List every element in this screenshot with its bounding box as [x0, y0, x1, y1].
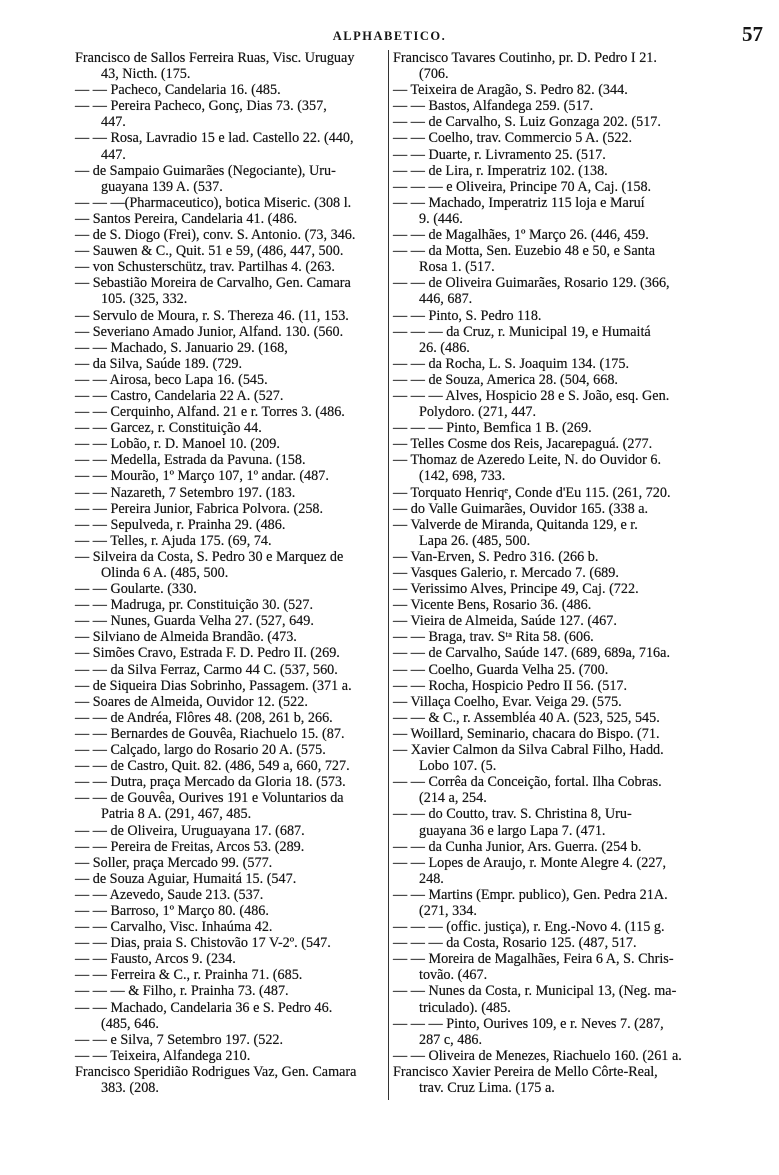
- directory-entry: [75, 678, 385, 694]
- directory-entry: [393, 1016, 748, 1048]
- directory-entry: [393, 50, 748, 82]
- directory-entry: [75, 549, 385, 581]
- entry-line: — — — (offic. justiça), r. Eng.-Novo 4. (115 g.: [393, 919, 665, 936]
- directory-entry: [75, 211, 385, 227]
- directory-entry: [75, 98, 385, 130]
- directory-entry: [75, 629, 385, 645]
- entry-line: — — Rosa, Lavradio 15 e lad. Castello 22. (440,: [75, 130, 354, 147]
- entry-continuation-line: guayana 139 A. (537.: [101, 178, 223, 195]
- directory-entry: [75, 243, 385, 259]
- directory-entry: [393, 613, 748, 629]
- entry-continuation-line: Rosa 1. (517.: [419, 259, 495, 276]
- directory-entry: [393, 227, 748, 243]
- entry-line: — — Corrêa da Conceição, fortal. Ilha Cobras.: [393, 774, 662, 791]
- entry-line: — — Oliveira de Menezes, Riachuelo 160. (261 a.: [393, 1047, 682, 1064]
- directory-entry: [75, 195, 385, 211]
- directory-entry: [393, 275, 748, 307]
- directory-entry: [393, 388, 748, 420]
- entry-line: — — e Silva, 7 Setembro 197. (522.: [75, 1031, 284, 1048]
- directory-entry: [393, 1048, 748, 1064]
- entry-line: Francisco de Sallos Ferreira Ruas, Visc. Uruguay: [75, 50, 355, 66]
- entry-line: — — Garcez, r. Constituição 44.: [75, 420, 262, 437]
- entry-line: — Servulo de Moura, r. S. Thereza 46. (11, 153.: [75, 307, 349, 324]
- entry-continuation-line: trav. Cruz Lima. (175 a.: [419, 1080, 555, 1096]
- entry-line: — — Braga, trav. Sᵗᵃ Rita 58. (606.: [393, 629, 594, 646]
- directory-entry: [75, 452, 385, 468]
- directory-entry: [75, 1048, 385, 1064]
- entry-line: — de Sampaio Guimarães (Negociante), Uru-: [75, 162, 336, 179]
- directory-entry: [75, 839, 385, 855]
- directory-entry: [75, 227, 385, 243]
- directory-entry: [75, 82, 385, 98]
- entry-line: — — Rocha, Hospicio Pedro II 56. (517.: [393, 677, 628, 694]
- entry-line: — — Mourão, 1º Março 107, 1º andar. (487.: [75, 468, 329, 485]
- directory-entry: [75, 758, 385, 774]
- entry-line: — — Nazareth, 7 Setembro 197. (183.: [75, 484, 296, 501]
- directory-entry: [393, 324, 748, 356]
- entry-line: — — Duarte, r. Livramento 25. (517.: [393, 146, 606, 163]
- entry-line: — — Dias, praia S. Chistovão 17 V-2º. (547.: [75, 935, 331, 952]
- entry-continuation-line: 9. (446.: [419, 210, 463, 227]
- directory-entry: [393, 98, 748, 114]
- entry-line: — — da Cunha Junior, Ars. Guerra. (254 b.: [393, 838, 642, 855]
- directory-entry: [75, 130, 385, 162]
- entry-continuation-line: triculado). (485.: [419, 999, 511, 1016]
- directory-entry: [393, 501, 748, 517]
- entry-line: — da Silva, Saúde 189. (729.: [75, 355, 243, 372]
- entry-line: — — — Alves, Hospicio 28 e S. João, esq. Gen.: [393, 387, 670, 404]
- entry-line: — Vieira de Almeida, Saúde 127. (467.: [393, 613, 617, 630]
- entry-line: — — Nunes, Guarda Velha 27. (527, 649.: [75, 613, 314, 630]
- directory-entry: [393, 1064, 748, 1096]
- entry-line: — — — e Oliveira, Principe 70 A, Caj. (158.: [393, 178, 652, 195]
- entry-line: — Woillard, Seminario, chacara do Bispo. (71.: [393, 725, 660, 742]
- entry-line: — — Bastos, Alfandega 259. (517.: [393, 98, 594, 115]
- entry-continuation-line: 248.: [419, 870, 444, 887]
- entry-line: Francisco Tavares Coutinho, pr. D. Pedro I 21.: [393, 50, 657, 66]
- column-divider: [388, 50, 389, 1100]
- directory-entry: [75, 356, 385, 372]
- directory-entry: [75, 887, 385, 903]
- directory-entry: [75, 163, 385, 195]
- directory-entry: [393, 887, 748, 919]
- directory-entry: [75, 485, 385, 501]
- directory-entry: [75, 468, 385, 484]
- entry-continuation-line: Polydoro. (271, 447.: [419, 404, 537, 421]
- page-number: 57: [742, 22, 763, 46]
- directory-entry: [393, 420, 748, 436]
- entry-line: — Villaça Coelho, Evar. Veiga 29. (575.: [393, 693, 622, 710]
- directory-entry: [393, 163, 748, 179]
- entry-line: — — da Motta, Sen. Euzebio 48 e 50, e Santa: [393, 243, 656, 260]
- entry-continuation-line: (142, 698, 733.: [419, 468, 506, 485]
- directory-entry: [75, 613, 385, 629]
- directory-entry: [393, 308, 748, 324]
- directory-entry: [393, 372, 748, 388]
- entry-line: — do Valle Guimarães, Ouvidor 165. (338 a.: [393, 500, 649, 517]
- entry-line: — — —(Pharmaceutico), botica Miseric. (308 l.: [75, 194, 352, 211]
- directory-entry: [75, 388, 385, 404]
- directory-entry: [393, 678, 748, 694]
- entry-line: — Thomaz de Azeredo Leite, N. do Ouvidor 6.: [393, 452, 662, 469]
- running-head: ALPHABETICO.: [332, 29, 447, 43]
- entry-line: — — Dutra, praça Mercado da Gloria 18. (573.: [75, 774, 346, 791]
- entry-continuation-line: Olinda 6 A. (485, 500.: [101, 565, 229, 581]
- directory-entry: [393, 742, 748, 774]
- entry-line: — — Pinto, S. Pedro 118.: [393, 307, 542, 324]
- directory-entry: [75, 710, 385, 726]
- entry-line: — Severiano Amado Junior, Alfand. 130. (560.: [75, 323, 344, 340]
- entry-line: — de S. Diogo (Frei), conv. S. Antonio. (73, 346.: [75, 227, 356, 244]
- directory-entry: [393, 82, 748, 98]
- entry-line: — — da Rocha, L. S. Joaquim 134. (175.: [393, 355, 630, 372]
- entry-line: — — Coelho, trav. Commercio 5 A. (522.: [393, 130, 633, 147]
- entry-line: — — Fausto, Arcos 9. (234.: [75, 951, 236, 968]
- entry-line: — — & C., r. Assembléa 40 A. (523, 525, 545.: [393, 709, 660, 726]
- directory-entry: [75, 324, 385, 340]
- entry-line: — — Goularte. (330.: [75, 581, 197, 598]
- entry-line: — Telles Cosme dos Reis, Jacarepaguá. (277.: [393, 436, 653, 453]
- entry-continuation-line: 43, Nicth. (175.: [101, 66, 191, 83]
- entry-continuation-line: 105. (325, 332.: [101, 291, 188, 308]
- entry-continuation-line: Patria 8 A. (291, 467, 485.: [101, 806, 252, 823]
- right-column: [393, 50, 748, 1096]
- directory-entry: [75, 935, 385, 951]
- entry-line: — Verissimo Alves, Principe 49, Caj. (722.: [393, 581, 639, 598]
- directory-entry: [393, 565, 748, 581]
- entry-line: — — de Oliveira Guimarães, Rosario 129. (366,: [393, 275, 670, 292]
- entry-continuation-line: Lapa 26. (485, 500.: [419, 532, 531, 549]
- entry-line: — — de Oliveira, Uruguayana 17. (687.: [75, 822, 305, 839]
- entry-line: — — Telles, r. Ajuda 175. (69, 74.: [75, 532, 272, 549]
- directory-entry: [75, 340, 385, 356]
- entry-line: — Simões Cravo, Estrada F. D. Pedro II. (269.: [75, 645, 340, 662]
- entry-line: — — — da Cruz, r. Municipal 19, e Humaitá: [393, 323, 651, 340]
- directory-entry: [75, 436, 385, 452]
- directory-entry: [393, 855, 748, 887]
- directory-entry: [393, 147, 748, 163]
- directory-entry: [75, 645, 385, 661]
- directory-entry: [393, 645, 748, 661]
- entry-line: — — Pacheco, Candelaria 16. (485.: [75, 82, 281, 99]
- entry-line: — — de Castro, Quit. 82. (486, 549 a, 660, 727.: [75, 758, 350, 775]
- left-column: [75, 50, 385, 1096]
- directory-entry: [75, 919, 385, 935]
- entry-line: — — Lopes de Araujo, r. Monte Alegre 4. (227,: [393, 854, 667, 871]
- entry-continuation-line: (706.: [419, 66, 449, 83]
- entry-line: — — Airosa, beco Lapa 16. (545.: [75, 371, 268, 388]
- entry-line: — — Coelho, Guarda Velha 25. (700.: [393, 661, 609, 678]
- entry-continuation-line: 287 c, 486.: [419, 1031, 483, 1048]
- entry-line: — — Machado, Candelaria 36 e S. Pedro 46.: [75, 999, 333, 1016]
- entry-line: — Sebastião Moreira de Carvalho, Gen. Camara: [75, 275, 351, 292]
- entry-line: — — Machado, Imperatriz 115 loja e Maruí: [393, 194, 645, 211]
- entry-line: — — Barroso, 1º Março 80. (486.: [75, 902, 269, 919]
- entry-continuation-line: (271, 334.: [419, 902, 477, 919]
- directory-entry: [75, 517, 385, 533]
- directory-entry: [75, 983, 385, 999]
- entry-line: — — Teixeira, Alfandega 210.: [75, 1047, 251, 1064]
- entry-continuation-line: 447.: [101, 146, 126, 163]
- entry-continuation-line: 446, 687.: [419, 291, 473, 308]
- directory-entry: [393, 951, 748, 983]
- directory-entry: [75, 533, 385, 549]
- entry-line: — — Azevedo, Saude 213. (537.: [75, 886, 264, 903]
- directory-entry: [393, 694, 748, 710]
- directory-entry: [393, 935, 748, 951]
- directory-entry: [393, 629, 748, 645]
- entry-line: — — Pereira de Freitas, Arcos 53. (289.: [75, 838, 305, 855]
- entry-line: — — Ferreira & C., r. Prainha 71. (685.: [75, 967, 303, 984]
- directory-entry: [393, 919, 748, 935]
- entry-line: — — Bernardes de Gouvêa, Riachuelo 15. (87.: [75, 725, 345, 742]
- directory-entry: [393, 130, 748, 146]
- entry-continuation-line: Lobo 107. (5.: [419, 758, 497, 775]
- entry-line: — de Siqueira Dias Sobrinho, Passagem. (371 a.: [75, 677, 352, 694]
- entry-line: — Silviano de Almeida Brandão. (473.: [75, 629, 297, 646]
- directory-entry: [393, 114, 748, 130]
- entry-line: — — Carvalho, Visc. Inhaúma 42.: [75, 919, 273, 936]
- entry-line: — Teixeira de Aragão, S. Pedro 82. (344.: [393, 82, 628, 99]
- entry-line: — — — & Filho, r. Prainha 73. (487.: [75, 983, 289, 1000]
- entry-line: — — Castro, Candelaria 22 A. (527.: [75, 387, 284, 404]
- directory-entry: [75, 823, 385, 839]
- directory-entry: [75, 1000, 385, 1032]
- directory-entry: [75, 420, 385, 436]
- entry-line: — — de Andréa, Flôres 48. (208, 261 b, 266.: [75, 709, 333, 726]
- directory-entry: [75, 581, 385, 597]
- directory-entry: [75, 903, 385, 919]
- entry-line: — — Cerquinho, Alfand. 21 e r. Torres 3. (486.: [75, 404, 345, 421]
- entry-continuation-line: tovão. (467.: [419, 967, 488, 984]
- entry-line: — — Sepulveda, r. Prainha 29. (486.: [75, 516, 286, 533]
- directory-entry: [393, 662, 748, 678]
- entry-line: — Soller, praça Mercado 99. (577.: [75, 854, 273, 871]
- directory-entry: [75, 308, 385, 324]
- directory-entry: [75, 662, 385, 678]
- directory-entry: [393, 485, 748, 501]
- entry-line: — — Moreira de Magalhães, Feira 6 A, S. Chris-: [393, 951, 674, 968]
- directory-entry: [75, 790, 385, 822]
- entry-line: — — Machado, S. Januario 29. (168,: [75, 339, 288, 356]
- directory-entry: [75, 855, 385, 871]
- entry-line: — — Martins (Empr. publico), Gen. Pedra 21A.: [393, 886, 668, 903]
- entry-line: — — de Souza, America 28. (504, 668.: [393, 371, 618, 388]
- entry-line: Francisco Speridião Rodrigues Vaz, Gen. Camara: [75, 1063, 357, 1080]
- entry-line: — Vicente Bens, Rosario 36. (486.: [393, 597, 592, 614]
- directory-entry: [393, 436, 748, 452]
- directory-entry: [75, 871, 385, 887]
- directory-entry: [75, 726, 385, 742]
- entry-line: — — Calçado, largo do Rosario 20 A. (575.: [75, 742, 326, 759]
- entry-line: — Soares de Almeida, Ouvidor 12. (522.: [75, 693, 308, 710]
- directory-entry: [75, 1032, 385, 1048]
- entry-continuation-line: 383. (208.: [101, 1080, 159, 1096]
- directory-entry: [75, 259, 385, 275]
- entry-continuation-line: guayana 36 e largo Lapa 7. (471.: [419, 822, 606, 839]
- directory-entry: [393, 774, 748, 806]
- entry-line: — — — Pinto, Ourives 109, e r. Neves 7. (287,: [393, 1015, 664, 1032]
- entry-line: — — Medella, Estrada da Pavuna. (158.: [75, 452, 306, 469]
- entry-line: — — — Pinto, Bemfica 1 B. (269.: [393, 420, 592, 437]
- directory-entry: [393, 581, 748, 597]
- entry-continuation-line: 26. (486.: [419, 339, 470, 356]
- entry-continuation-line: (485, 646.: [101, 1015, 159, 1032]
- entry-line: — von Schusterschütz, trav. Partilhas 4. (263.: [75, 259, 335, 276]
- entry-line: — Valverde de Miranda, Quitanda 129, e r.: [393, 516, 638, 533]
- entry-line: — — de Carvalho, S. Luiz Gonzaga 202. (517.: [393, 114, 661, 131]
- directory-entry: [75, 404, 385, 420]
- directory-entry: [393, 806, 748, 838]
- directory-entry: [393, 452, 748, 484]
- directory-entry: [393, 726, 748, 742]
- entry-line: — — Madruga, pr. Constituição 30. (527.: [75, 597, 314, 614]
- directory-entry: [75, 774, 385, 790]
- entry-line: — Torquato Henriqᵉ, Conde d'Eu 115. (261, 720.: [393, 484, 671, 501]
- entry-line: — — de Lira, r. Imperatriz 102. (138.: [393, 162, 608, 179]
- directory-entry: [393, 549, 748, 565]
- entry-line: — Vasques Galerio, r. Mercado 7. (689.: [393, 565, 619, 581]
- entry-line: Francisco Xavier Pereira de Mello Côrte-Real,: [393, 1063, 658, 1080]
- entry-line: — — de Gouvêa, Ourives 191 e Voluntarios da: [75, 790, 344, 807]
- directory-entry: [393, 983, 748, 1015]
- entry-line: — Sauwen & C., Quit. 51 e 59, (486, 447, 500.: [75, 243, 344, 260]
- directory-entry: [75, 597, 385, 613]
- directory-entry: [393, 179, 748, 195]
- entry-continuation-line: (214 a, 254.: [419, 790, 487, 807]
- directory-entry: [393, 243, 748, 275]
- entry-line: — — do Coutto, trav. S. Christina 8, Uru-: [393, 806, 632, 823]
- entry-continuation-line: 447.: [101, 114, 126, 131]
- directory-entry: [75, 275, 385, 307]
- entry-line: — — da Silva Ferraz, Carmo 44 C. (537, 560.: [75, 661, 338, 678]
- entry-line: — — Lobão, r. D. Manoel 10. (209.: [75, 436, 280, 453]
- directory-entry: [393, 710, 748, 726]
- entry-line: — — de Carvalho, Saúde 147. (689, 689a, 716a.: [393, 645, 670, 662]
- directory-entry: [75, 50, 385, 82]
- entry-line: — — Pereira Junior, Fabrica Polvora. (258.: [75, 500, 324, 517]
- directory-entry: [393, 839, 748, 855]
- directory-entry: [75, 951, 385, 967]
- entry-line: — — Nunes da Costa, r. Municipal 13, (Neg. ma-: [393, 983, 677, 1000]
- entry-line: — — de Magalhães, 1º Março 26. (446, 459.: [393, 227, 649, 244]
- directory-entry: [393, 597, 748, 613]
- directory-entry: [393, 517, 748, 549]
- entry-line: — Santos Pereira, Candelaria 41. (486.: [75, 210, 298, 227]
- directory-entry: [75, 501, 385, 517]
- directory-entry: [393, 356, 748, 372]
- entry-line: — Xavier Calmon da Silva Cabral Filho, Hadd.: [393, 742, 664, 759]
- directory-entry: [75, 967, 385, 983]
- entry-line: — Silveira da Costa, S. Pedro 30 e Marquez de: [75, 548, 344, 565]
- directory-entry: [75, 372, 385, 388]
- entry-line: — — — da Costa, Rosario 125. (487, 517.: [393, 935, 637, 952]
- directory-entry: [75, 694, 385, 710]
- directory-entry: [75, 742, 385, 758]
- entry-line: — Van-Erven, S. Pedro 316. (266 b.: [393, 548, 599, 565]
- entry-line: — de Souza Aguiar, Humaitá 15. (547.: [75, 870, 297, 887]
- directory-entry: [75, 1064, 385, 1096]
- entry-line: — — Pereira Pacheco, Gonç, Dias 73. (357,: [75, 98, 327, 115]
- directory-entry: [393, 195, 748, 227]
